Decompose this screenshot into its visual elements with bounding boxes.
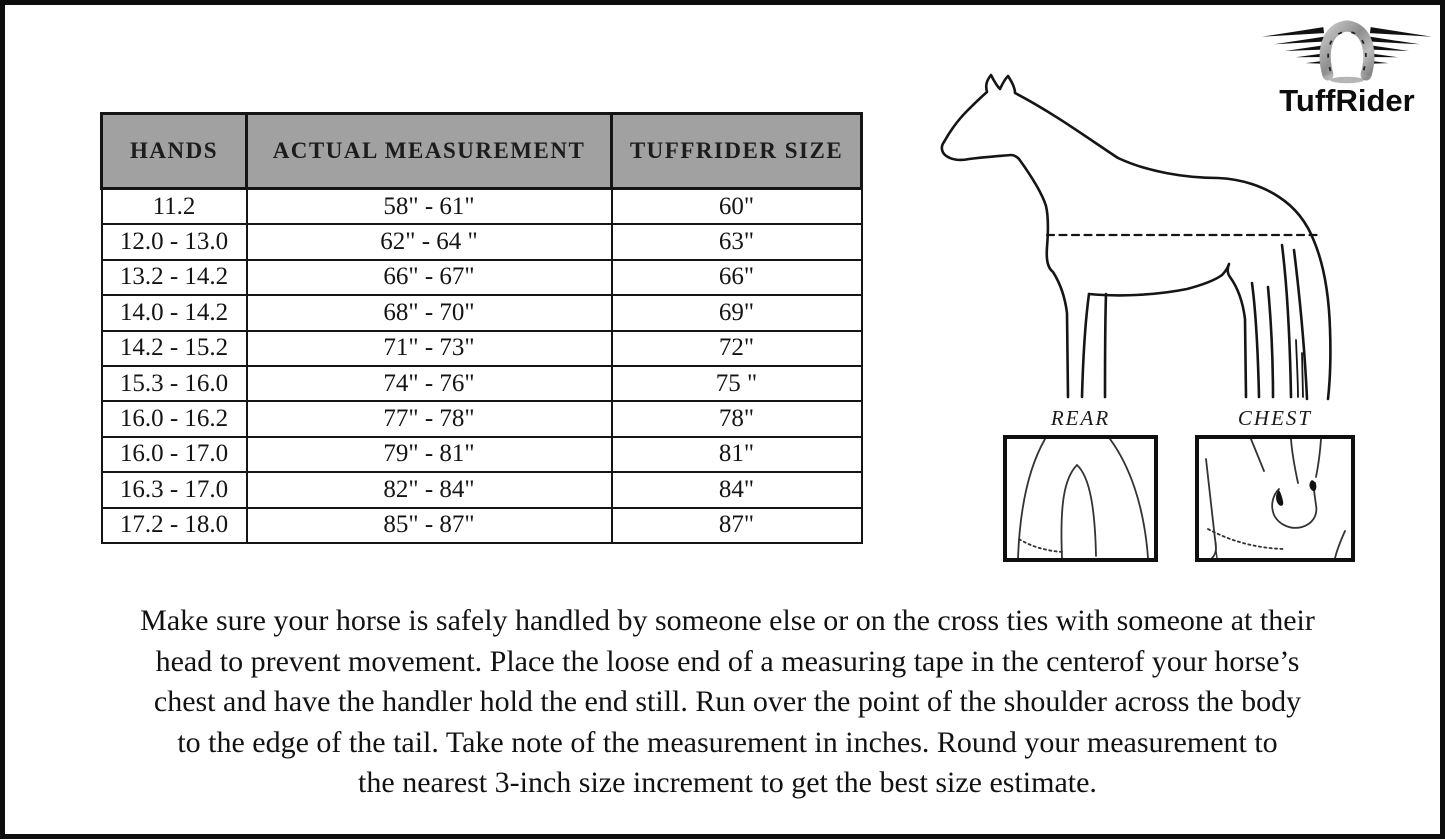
- cell-actual-measurement: 79" - 81": [247, 437, 612, 472]
- horse-rear-icon: [1007, 439, 1154, 558]
- column-header-tuffrider-size: TUFFRIDER SIZE: [612, 114, 862, 189]
- cell-tuffrider-size: 60": [612, 189, 862, 225]
- column-header-hands: HANDS: [102, 114, 247, 189]
- cell-actual-measurement: 62" - 64 ": [247, 224, 612, 259]
- instructions-line: the nearest 3-inch size increment to get the best size estimate.: [358, 766, 1097, 799]
- cell-hands: 14.0 - 14.2: [102, 295, 247, 330]
- brand-name: TuffRider: [1279, 83, 1415, 118]
- cell-actual-measurement: 71" - 73": [247, 331, 612, 366]
- cell-tuffrider-size: 66": [612, 260, 862, 295]
- table-row: [102, 331, 862, 366]
- instructions-line: chest and have the handler hold the end still. Run over the point of the shoulder across the body: [153, 685, 1302, 718]
- cell-actual-measurement: 82" - 84": [247, 472, 612, 507]
- chest-view-label: CHEST: [1237, 406, 1313, 430]
- cell-hands: 16.0 - 16.2: [102, 401, 247, 436]
- table-row: [102, 401, 862, 436]
- instructions-line: Make sure your horse is safely handled by someone else or on the cross ties with someone at their: [140, 604, 1315, 637]
- size-table-body: [102, 189, 862, 543]
- cell-actual-measurement: 66" - 67": [247, 260, 612, 295]
- measuring-instructions: [35, 601, 1420, 804]
- table-row: [102, 260, 862, 295]
- cell-tuffrider-size: 75 ": [612, 366, 862, 401]
- table-row: [102, 224, 862, 259]
- table-header-row: [102, 114, 862, 189]
- table-row: [102, 189, 862, 225]
- cell-hands: 15.3 - 16.0: [102, 366, 247, 401]
- cell-tuffrider-size: 84": [612, 472, 862, 507]
- instructions-line: to the edge of the tail. Take note of the measurement in inches. Round your measurement to: [177, 725, 1278, 759]
- table-row: [102, 295, 862, 330]
- cell-actual-measurement: 85" - 87": [247, 508, 612, 543]
- cell-actual-measurement: 77" - 78": [247, 401, 612, 436]
- cell-actual-measurement: 68" - 70": [247, 295, 612, 330]
- chest-view-box: [1195, 435, 1355, 562]
- table-row: [102, 366, 862, 401]
- cell-hands: 16.3 - 17.0: [102, 472, 247, 507]
- column-header-actual-measurement: ACTUAL MEASUREMENT: [247, 114, 612, 189]
- instructions-line: head to prevent movement. Place the loose end of a measuring tape in the centerof your horse’s: [155, 644, 1300, 678]
- cell-tuffrider-size: 69": [612, 295, 862, 330]
- cell-tuffrider-size: 81": [612, 437, 862, 472]
- horse-outline-side-icon: [905, 45, 1355, 405]
- cell-tuffrider-size: 87": [612, 508, 862, 543]
- rear-view-box: [1003, 435, 1158, 562]
- table-row: [102, 472, 862, 507]
- cell-hands: 13.2 - 14.2: [102, 260, 247, 295]
- cell-actual-measurement: 74" - 76": [247, 366, 612, 401]
- cell-hands: 14.2 - 15.2: [102, 331, 247, 366]
- cell-hands: 17.2 - 18.0: [102, 508, 247, 543]
- size-chart-table: [100, 112, 863, 544]
- cell-tuffrider-size: 72": [612, 331, 862, 366]
- cell-tuffrider-size: 63": [612, 224, 862, 259]
- table-row: [102, 437, 862, 472]
- rear-view-label: REAR: [1050, 406, 1111, 430]
- cell-actual-measurement: 58" - 61": [247, 189, 612, 225]
- cell-hands: 12.0 - 13.0: [102, 224, 247, 259]
- cell-hands: 11.2: [102, 189, 247, 225]
- horse-chest-icon: [1199, 439, 1351, 558]
- cell-tuffrider-size: 78": [612, 401, 862, 436]
- cell-hands: 16.0 - 17.0: [102, 437, 247, 472]
- table-row: [102, 508, 862, 543]
